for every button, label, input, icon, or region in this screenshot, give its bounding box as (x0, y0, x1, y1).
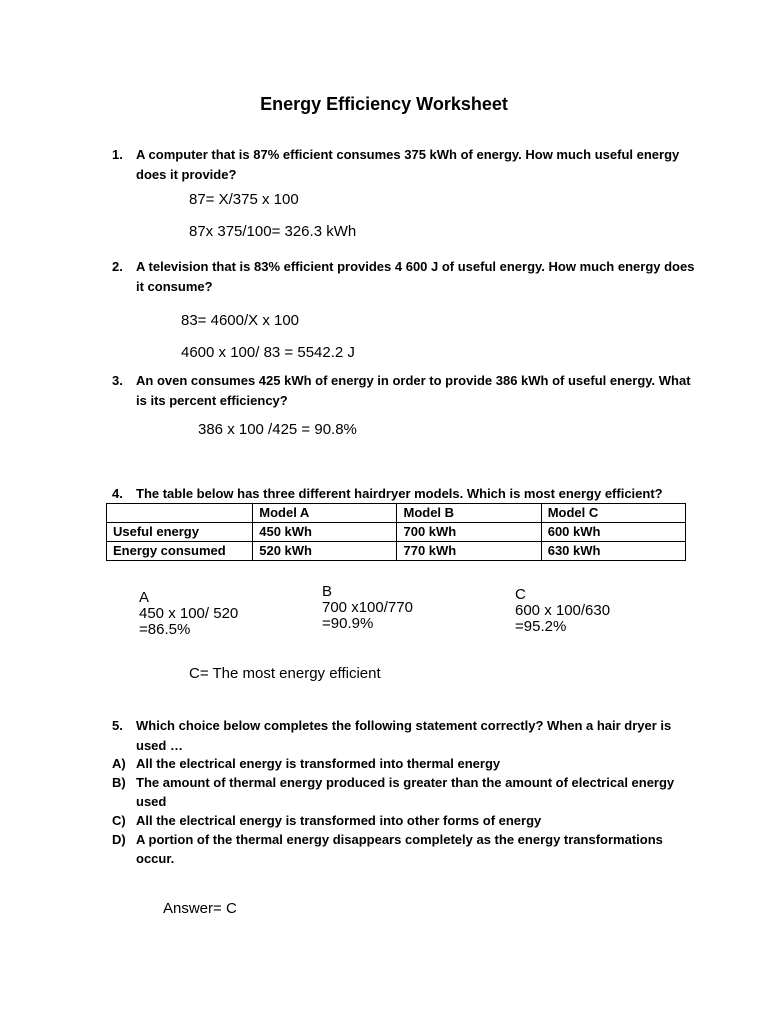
question-text: A television that is 83% efficient provides 4 600 J of useful energy. How much energy does it consume? (136, 259, 695, 294)
option-letter: B) (112, 775, 126, 790)
table-cell: Model B (397, 504, 541, 523)
table-cell: Energy consumed (107, 542, 253, 561)
option-letter: A) (112, 756, 126, 771)
table-cell: 700 kWh (397, 523, 541, 542)
table-cell: 520 kWh (253, 542, 397, 561)
option-letter: C) (112, 813, 126, 828)
q4-conclusion: C= The most energy efficient (189, 665, 381, 682)
option-letter: D) (112, 832, 126, 847)
q1-work-line-2: 87x 375/100= 326.3 kWh (189, 223, 357, 240)
page-title: Energy Efficiency Worksheet (260, 94, 508, 114)
calc-line: 700 x100/770 (322, 599, 413, 616)
table-row (107, 523, 686, 542)
question-text: A computer that is 87% efficient consumes 375 kWh of energy. How much useful energy does it provide? (136, 147, 680, 182)
option-text: The amount of thermal energy produced is greater than the amount of electrical energy used (136, 775, 675, 809)
table-cell: Model A (253, 504, 397, 523)
q5-answer: Answer= C (163, 900, 237, 917)
calc-line: 600 x 100/630 (515, 602, 611, 619)
calc-model-a (139, 590, 238, 638)
table-cell: Model C (541, 504, 685, 523)
question-text: Which choice below completes the following statement correctly? When a hair dryer is used … (136, 718, 672, 753)
q1-work-line-1: 87= X/375 x 100 (189, 191, 299, 208)
question-number: 2. (112, 259, 123, 274)
calc-label: B (322, 583, 333, 600)
table-cell: 770 kWh (397, 542, 541, 561)
table-cell: 600 kWh (541, 523, 685, 542)
option-text: All the electrical energy is transformed into thermal energy (136, 756, 501, 771)
table-header-row (107, 504, 686, 523)
question-number: 1. (112, 147, 123, 162)
calc-label: C (515, 586, 526, 603)
q3-work-line-1: 386 x 100 /425 = 90.8% (198, 421, 357, 438)
option-text: A portion of the thermal energy disappears completely as the energy transformations occur. (136, 832, 663, 866)
calc-line: 450 x 100/ 520 (139, 605, 239, 622)
q2-work-line-1: 83= 4600/X x 100 (181, 312, 300, 329)
question-number: 4. (112, 486, 123, 501)
table-cell (107, 504, 253, 523)
calc-model-b (322, 584, 413, 632)
calc-model-c (515, 587, 610, 635)
calc-result: =90.9% (322, 615, 374, 632)
hairdryer-table (106, 503, 686, 561)
table-cell: Useful energy (107, 523, 253, 542)
question-number: 3. (112, 373, 123, 388)
q2-work-line-2: 4600 x 100/ 83 = 5542.2 J (181, 344, 355, 361)
table-row (107, 542, 686, 561)
question-text: An oven consumes 425 kWh of energy in order to provide 386 kWh of useful energy. What is its percent efficiency? (136, 373, 691, 408)
calc-label: A (139, 589, 150, 606)
option-text: All the electrical energy is transformed into other forms of energy (136, 813, 542, 828)
question-text: The table below has three different hairdryer models. Which is most energy efficient? (136, 486, 663, 501)
question-number: 5. (112, 718, 123, 733)
calc-result: =95.2% (515, 618, 567, 635)
table-cell: 630 kWh (541, 542, 685, 561)
calc-result: =86.5% (139, 621, 191, 638)
table-cell: 450 kWh (253, 523, 397, 542)
